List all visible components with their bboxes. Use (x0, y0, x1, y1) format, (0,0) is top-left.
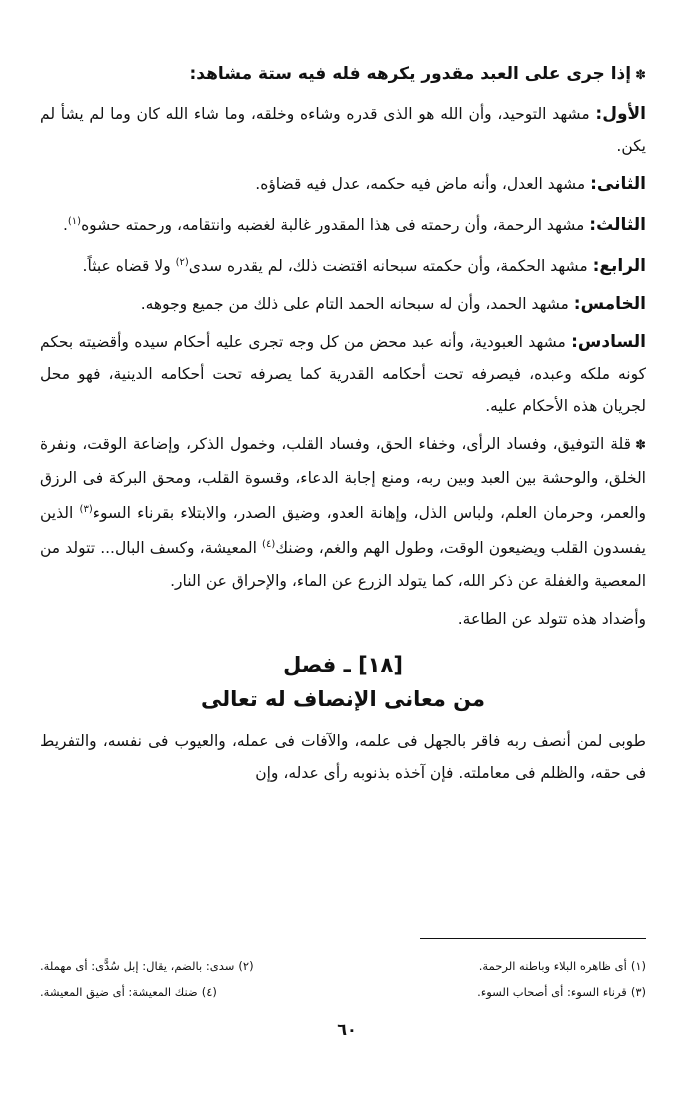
scene-text: مشهد العبودية، وأنه عبد محض من كل وجه تجرى عليه أحكام سيده وأقضيته بحكم كونه ملكه وعبده، فيصرفه تحت أحكامه القدرية كما يصرفه تحت أحكامه الدينية، فهو محل لجريان هذه الأحكام عليه. (40, 333, 646, 416)
footnote-ref: (١) (67, 216, 82, 227)
scene-third (40, 206, 646, 241)
closing-paragraph: طوبى لمن أنصف ربه فاقر بالجهل فى علمه، والآفات فى عمله، والعيوب فى نفسه، والتفريط فى حقه، والظلم فى معاملته. فإن آخذه بذنوبه رأى عدله، وإن (40, 731, 646, 782)
footnote-row (40, 953, 646, 979)
footnote-ref: (٤) (262, 539, 276, 551)
footnote-ref: (٢) (175, 257, 189, 269)
consequences-text: قلة التوفيق، وفساد الرأى، وخفاء الحق، وفساد القلب، وخمول الذكر، وإضاعة الوقت، ونفرة الخلق، والوحشة بين العبد وبين ربه، ومنع إجابة الدعاء، وقسوة القلب، ومحق البركة فى الرزق والعمر، وحرمان العلم، ولباس الذل، وإهانة العدو، وضيق الصدر، والابتلاء بقرناء السوء (40, 435, 646, 523)
scene-sixth (40, 326, 646, 422)
scene-label: الثانى: (590, 174, 646, 194)
intro-paragraph (40, 58, 646, 92)
footnote-number: (٢) (238, 959, 254, 973)
footnote-number: (٣) (630, 985, 646, 999)
footnote-text: ضنك المعيشة: أى ضيق المعيشة. (40, 985, 198, 999)
scene-text: مشهد الحكمة، وأن حكمته سبحانه اقتضت ذلك، لم يقدره سدى (188, 257, 588, 276)
footnote-2 (40, 953, 254, 979)
footnotes (40, 953, 646, 1005)
section-title: [١٨] ـ فصل (283, 652, 403, 677)
intro-text: إذا جرى على العبد مقدور يكرهه فله فيه ستة مشاهد: (189, 64, 632, 84)
scene-text: مشهد التوحيد، وأن الله هو الذى قدره وشاءه وخلقه، وما شاء الله كان وما لم يشأ لم يكن. (40, 105, 646, 155)
scene-label: الأول: (595, 104, 646, 124)
consequences-text: الذين يفسدون القلب ويضيعون الوقت، وطول الهم والغم، وضنك (40, 504, 646, 558)
footnote-text: أى ظاهره البلاء وباطنه الرحمة. (478, 959, 627, 973)
scene-label: السادس: (571, 332, 646, 353)
scene-second (40, 168, 646, 200)
page-number: ٦٠ (337, 1020, 357, 1039)
footnote-4 (40, 979, 217, 1005)
scene-fifth (40, 288, 646, 320)
scene-label: الرابع: (592, 256, 646, 277)
asterisk-icon: ✽ (635, 68, 646, 83)
opposites-paragraph: وأضداد هذه تتولد عن الطاعة. (457, 609, 646, 628)
consequences-text: المعيشة، وكسف البال... تتولد من المعصية والغفلة عن ذكر الله، كما يتولد الزرع عن الماء، والإحراق عن النار. (40, 539, 646, 590)
scene-label: الثالث: (589, 215, 646, 236)
footnote-divider (420, 938, 646, 939)
asterisk-icon: ✽ (635, 438, 646, 454)
scene-tail: ولا قضاه عبثاً. (82, 257, 176, 276)
footnote-text: قرناء السوء: أى أصحاب السوء. (477, 985, 627, 999)
scene-fourth (40, 247, 646, 282)
scene-label: الخامس: (573, 294, 646, 315)
footnote-row (40, 979, 646, 1005)
footnote-ref: (٣) (79, 504, 93, 516)
footnote-text: سدى: بالضم، يقال: إبل سُدًّى: أى مهملة. (40, 959, 235, 973)
footnote-1 (479, 953, 646, 979)
consequences-paragraph (40, 428, 646, 596)
scene-tail: . (62, 216, 68, 235)
scene-text: مشهد العدل، وأنه ماض فيه حكمه، عدل فيه قضاؤه. (255, 175, 586, 193)
scene-first (40, 98, 646, 162)
section-subtitle: من معانى الإنصاف له تعالى (200, 686, 486, 711)
footnote-number: (١) (630, 959, 646, 973)
scene-text: مشهد الحمد، وأن له سبحانه الحمد التام على ذلك من جميع وجوهه. (140, 295, 569, 314)
scene-text: مشهد الرحمة، وأن رحمته فى هذا المقدور غالبة لغضبه وانتقامه، ورحمته حشوه (81, 216, 585, 235)
footnote-number: (٤) (201, 985, 217, 999)
footnote-3 (477, 979, 646, 1005)
